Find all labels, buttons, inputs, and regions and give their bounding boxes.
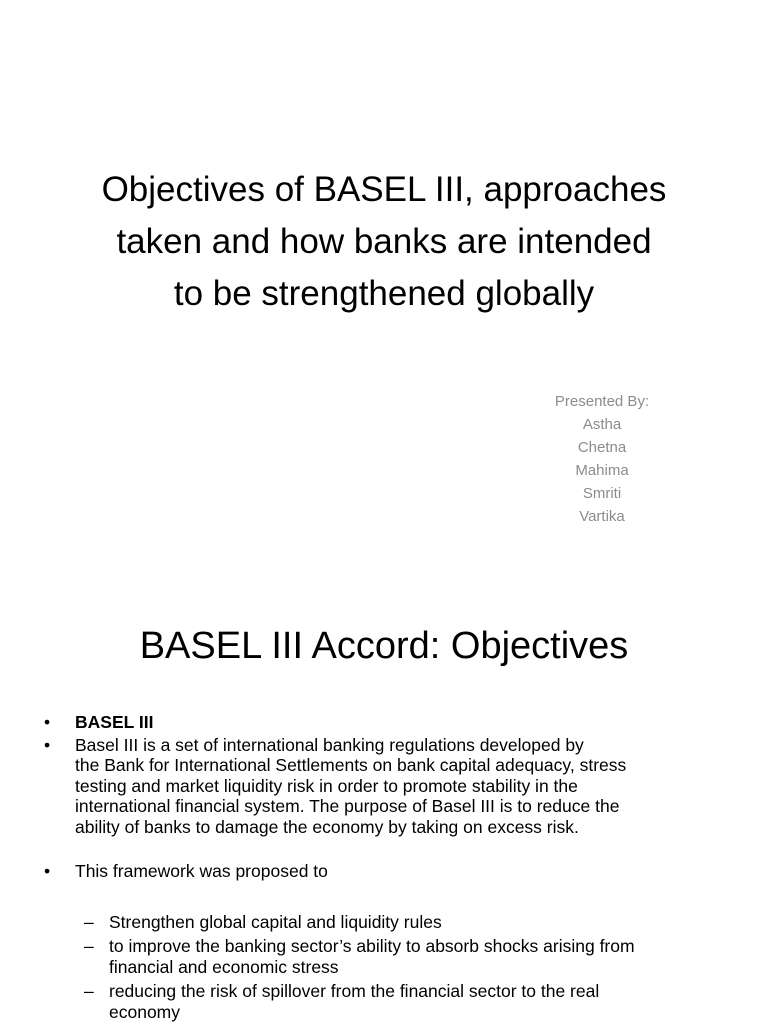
presenter-name: Chetna [577, 439, 627, 456]
presented-by-label: Presented By: [554, 393, 650, 410]
presenter-name: Vartika [579, 508, 625, 525]
framework-intro: This framework was proposed to [75, 861, 328, 881]
spacer [44, 884, 724, 912]
description-line: Basel III is a set of international banking regulations developed by [75, 734, 584, 755]
objectives-slide [0, 588, 768, 1024]
title-line: taken and how banks are intended [116, 222, 652, 261]
sub-bullet-item [44, 912, 724, 933]
presenter-name: Mahima [575, 462, 629, 479]
bullet-marker: • [44, 861, 51, 881]
title-line: to be strengthened globally [173, 274, 595, 313]
bullet-heading: BASEL III [75, 712, 154, 732]
sub-bullet-line: financial and economic stress [109, 956, 339, 977]
title-line: Objectives of BASEL III, approaches [101, 170, 667, 209]
sub-bullet-line: Strengthen global capital and liquidity rules [109, 911, 442, 932]
presenter-list [502, 390, 702, 528]
description-line: the Bank for International Settlements on bank capital adequacy, stress [75, 755, 627, 775]
bullet-marker: • [44, 734, 51, 755]
sub-bullet-item [44, 981, 724, 1022]
bullet-marker: • [44, 712, 51, 732]
description-line: international financial system. The purpose of Basel III is to reduce the [75, 796, 620, 816]
dash-marker: – [84, 981, 94, 1001]
bullet-item [44, 735, 724, 838]
bullet-item [44, 861, 724, 882]
bullet-item [44, 712, 724, 733]
sub-bullet-item [44, 936, 724, 977]
presentation-title [60, 164, 708, 320]
presenter-name: Astha [582, 416, 622, 433]
dash-marker: – [84, 936, 94, 956]
description-line: ability of banks to damage the economy by taking on excess risk. [75, 816, 579, 837]
presenter-name: Smriti [582, 485, 622, 502]
sub-bullet-line: reducing the risk of spillover from the financial sector to the real [109, 981, 600, 1001]
dash-marker: – [84, 911, 94, 932]
slide-title: BASEL III Accord: Objectives [139, 625, 629, 667]
sub-bullet-line: to improve the banking sector’s ability to absorb shocks arising from [109, 936, 635, 956]
description-line: testing and market liquidity risk in order to promote stability in the [75, 775, 578, 796]
spacer [44, 839, 724, 861]
slide-body [44, 712, 724, 1024]
sub-bullet-line: economy [109, 1001, 181, 1022]
